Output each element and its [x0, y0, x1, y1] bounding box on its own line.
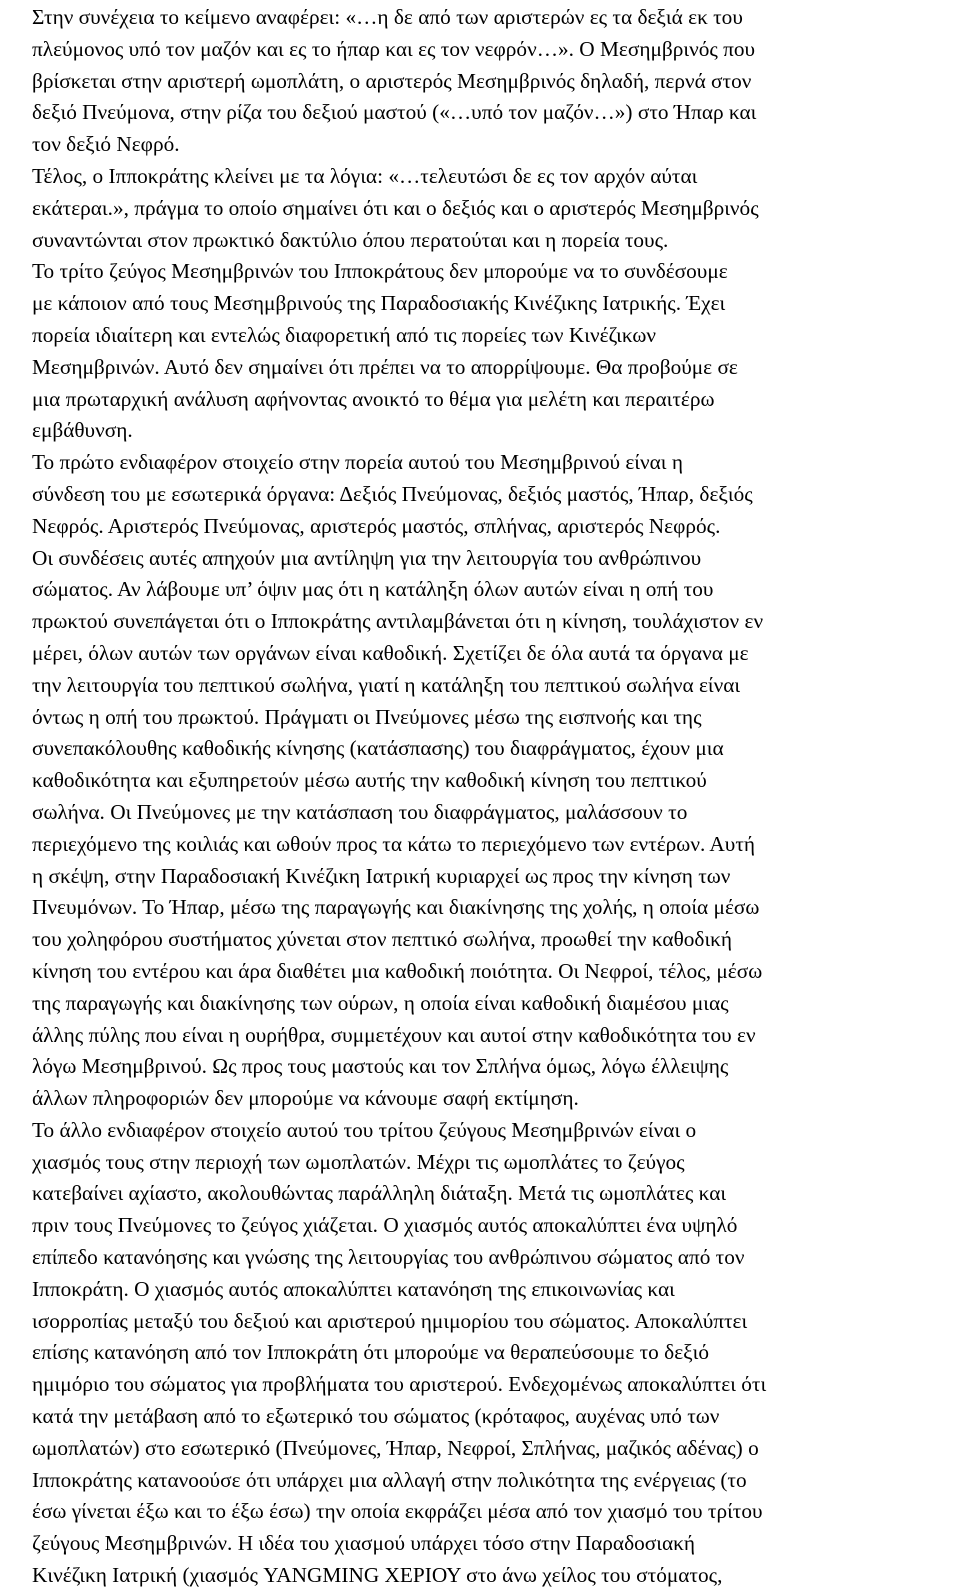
text-line: σωλήνα. Οι Πνεύμονες με την κατάσπαση του διαφράγματος, μαλάσσουν το — [32, 799, 688, 824]
text-line: συναντώνται στον πρωκτικό δακτύλιο όπου περατούται και η πορεία τους. — [32, 227, 669, 252]
text-line: επίσης κατανόηση από τον Ιπποκράτη ότι μπορούμε να θεραπεύσουμε το δεξιό — [32, 1340, 710, 1365]
text-line: πορεία ιδιαίτερη και εντελώς διαφορετική από τις πορείες των Κινέζικων — [32, 322, 657, 347]
text-line: Τέλος, ο Ιπποκράτης κλείνει με τα λόγια: «…τελευτώσι δε ες τον αρχόν αύται — [32, 163, 698, 188]
text-line: δεξιό Πνεύμονα, στην ρίζα του δεξιού μαστού («…υπό τον μαζόν…») στο Ήπαρ και — [32, 100, 757, 125]
text-line: άλλων πληροφοριών δεν μπορούμε να κάνουμε σαφή εκτίμηση. — [32, 1086, 579, 1111]
text-line: του χοληφόρου συστήματος χύνεται στον πεπτικό σωλήνα, προωθεί την καθοδική — [32, 927, 733, 952]
text-line: περιεχόμενο της κοιλιάς και ωθούν προς τα κάτω το περιεχόμενο των εντέρων. Αυτή — [32, 831, 756, 856]
text-line: ημιμόριο του σώματος για προβλήματα του αριστερού. Ενδεχομένως αποκαλύπτει ότι — [32, 1372, 767, 1397]
text-line: άλλης πύλης που είναι η ουρήθρα, συμμετέχουν και αυτοί στην καθοδικότητα του εν — [32, 1022, 756, 1047]
document-text — [32, 2, 950, 1588]
text-line: πλεύμονος υπό τον μαζόν και ες το ήπαρ και ες τον νεφρόν…». Ο Μεσημβρινός που — [32, 36, 756, 61]
text-line: εμβάθυνση. — [32, 418, 133, 443]
text-line: εκάτεραι.», πράγμα το οποίο σημαίνει ότι και ο δεξιός και ο αριστερός Μεσημβρινός — [32, 195, 759, 220]
text-line: ωμοπλατών) στο εσωτερικό (Πνεύμονες, Ήπαρ, Νεφροί, Σπλήνας, μαζικός αδένας) ο — [32, 1435, 759, 1460]
text-line: της παραγωγής και διακίνησης των ούρων, η οποία είναι καθοδική διαμέσου μιας — [32, 990, 729, 1015]
text-line: κίνηση του εντέρου και άρα διαθέτει μια καθοδική ποιότητα. Οι Νεφροί, τέλος, μέσω — [32, 958, 763, 983]
text-line: Οι συνδέσεις αυτές απηχούν μια αντίληψη για την λειτουργία του ανθρώπινου — [32, 545, 702, 570]
text-line: συνεπακόλουθης καθοδικής κίνησης (κατάσπασης) του διαφράγματος, έχουν μια — [32, 736, 724, 761]
text-line: επίπεδο κατανόησης και γνώσης της λειτουργίας του ανθρώπινου σώματος από τον — [32, 1245, 745, 1270]
text-line: Κινέζικη Ιατρική (χιασμός YANGMING ΧΕΡΙΟΥ στο άνω χείλος του στόματος, — [32, 1563, 723, 1588]
text-line: καθοδικότητα και εξυπηρετούν μέσω αυτής την καθοδική κίνηση του πεπτικού — [32, 768, 707, 793]
text-line: η σκέψη, στην Παραδοσιακή Κινέζικη Ιατρική κυριαρχεί ως προς την κίνηση των — [32, 863, 731, 888]
text-line: ισορροπίας μεταξύ του δεξιού και αριστερού ημιμορίου του σώματος. Αποκαλύπτει — [32, 1308, 748, 1333]
text-line: χιασμός τους στην περιοχή των ωμοπλατών. Μέχρι τις ωμοπλάτες το ζεύγος — [32, 1149, 685, 1174]
text-line: Ιπποκράτης κατανοούσε ότι υπάρχει μια αλλαγή στην πολικότητα της ενέργειας (το — [32, 1467, 747, 1492]
text-line: σώματος. Αν λάβουμε υπ’ όψιν μας ότι η κατάληξη όλων αυτών είναι η οπή του — [32, 577, 714, 602]
text-line: σύνδεση του με εσωτερικά όργανα: Δεξιός Πνεύμονας, δεξιός μαστός, Ήπαρ, δεξιός — [32, 481, 753, 506]
text-line: μέρει, όλων αυτών των οργάνων είναι καθοδική. Σχετίζει δε όλα αυτά τα όργανα με — [32, 640, 749, 665]
text-line: Το πρώτο ενδιαφέρον στοιχείο στην πορεία αυτού του Μεσημβρινού είναι η — [32, 450, 683, 475]
text-line: Πνευμόνων. Το Ήπαρ, μέσω της παραγωγής και διακίνησης της χολής, η οποία μέσω — [32, 895, 760, 920]
text-line: Το άλλο ενδιαφέρον στοιχείο αυτού του τρίτου ζεύγους Μεσημβρινών είναι ο — [32, 1117, 697, 1142]
text-line: με κάποιον από τους Μεσημβρινούς της Παραδοσιακής Κινέζικης Ιατρικής. Έχει — [32, 291, 726, 316]
text-line: βρίσκεται στην αριστερή ωμοπλάτη, ο αριστερός Μεσημβρινός δηλαδή, περνά στον — [32, 68, 752, 93]
text-line: Το τρίτο ζεύγος Μεσημβρινών του Ιπποκράτους δεν μπορούμε να το συνδέσουμε — [32, 259, 728, 284]
text-line: κατεβαίνει αχίαστο, ακολουθώντας παράλληλη διάταξη. Μετά τις ωμοπλάτες και — [32, 1181, 727, 1206]
text-line: πρωκτού συνεπάγεται ότι ο Ιπποκράτης αντιλαμβάνεται ότι η κίνηση, τουλάχιστον εν — [32, 609, 764, 634]
text-line: Στην συνέχεια το κείμενο αναφέρει: «…η δε από των αριστερών ες τα δεξιά εκ του — [32, 5, 743, 29]
text-line: λόγω Μεσημβρινού. Ως προς τους μαστούς και τον Σπλήνα όμως, λόγω έλλειψης — [32, 1054, 729, 1079]
text-line: έσω γίνεται έξω και το έξω έσω) την οποία εκφράζει μέσα από τον χιασμό του τρίτου — [32, 1499, 763, 1524]
text-line: Νεφρός. Αριστερός Πνεύμονας, αριστερός μαστός, σπλήνας, αριστερός Νεφρός. — [32, 513, 721, 538]
text-line: την λειτουργία του πεπτικού σωλήνα, γιατί η κατάληξη του πεπτικού σωλήνα είναι — [32, 672, 741, 697]
text-line: μια πρωταρχική ανάλυση αφήνοντας ανοικτό το θέμα για μελέτη και περαιτέρω — [32, 386, 715, 411]
text-line: πριν τους Πνεύμονες το ζεύγος χιάζεται. Ο χιασμός αυτός αποκαλύπτει ένα υψηλό — [32, 1213, 738, 1238]
text-line: τον δεξιό Νεφρό. — [32, 132, 180, 157]
text-line: κατά την μετάβαση από το εξωτερικό του σώματος (κρόταφος, αυχένας υπό των — [32, 1404, 720, 1429]
text-line: Ιπποκράτη. Ο χιασμός αυτός αποκαλύπτει κατανόηση της επικοινωνίας και — [32, 1276, 675, 1301]
text-line: ζεύγους Μεσημβρινών. Η ιδέα του χιασμού υπάρχει τόσο στην Παραδοσιακή — [32, 1531, 695, 1556]
text-line: όντως η οπή του πρωκτού. Πράγματι οι Πνεύμονες μέσω της εισπνοής και της — [32, 704, 702, 729]
text-line: Μεσημβρινών. Αυτό δεν σημαίνει ότι πρέπει να το απορρίψουμε. Θα προβούμε σε — [32, 354, 738, 379]
